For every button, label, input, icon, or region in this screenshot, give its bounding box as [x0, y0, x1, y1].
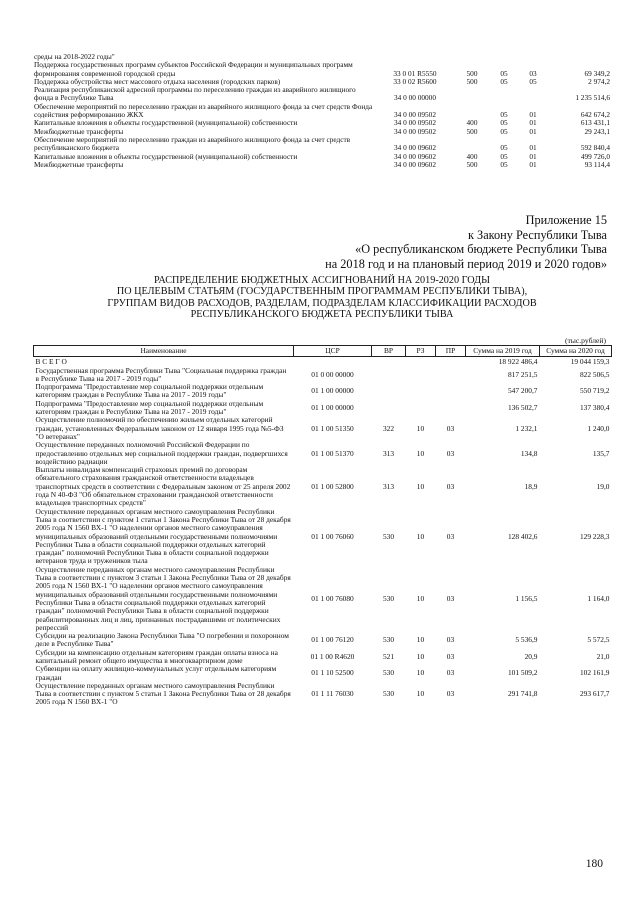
- row-sum-2020: 293 617,7: [579, 689, 610, 699]
- units-label: (тыс.рублей): [564, 336, 606, 345]
- row-sum: 642 674,2: [580, 110, 610, 120]
- table-row: [34, 367, 612, 384]
- row-sum-2020: 129 228,3: [579, 531, 610, 541]
- row-vr: 400: [466, 151, 478, 161]
- table-row: [33, 86, 611, 103]
- allocation-table: [33, 345, 611, 707]
- row-rz: [406, 367, 436, 384]
- document-title: [33, 275, 611, 321]
- row-vr: 530: [382, 689, 395, 699]
- row-pr: 03: [446, 635, 455, 645]
- row-pr: 03: [446, 668, 455, 678]
- table-row: [34, 665, 612, 682]
- row-pr: 03: [446, 593, 455, 603]
- row-pr: [436, 400, 466, 417]
- row-sum-2020: 822 506,5: [579, 369, 610, 379]
- table-row: [33, 136, 611, 153]
- row-rz: 10: [416, 448, 425, 458]
- row-sum-2020: 1 164,0: [587, 593, 610, 603]
- row-pr: 03: [446, 651, 455, 661]
- row-sum-2019: 136 502,7: [507, 402, 538, 412]
- row-sum-2020: 5 572,5: [587, 635, 610, 645]
- row-pr: 03: [446, 481, 455, 491]
- row-name: Выплаты инвалидам компенсаций страховых премий по договорам обязательного страхования гражданской ответственности владельцев транспортных средств в соответствии с Федеральным законом от 25 апреля 2002 года N 40-ФЗ "Об обязательном страховании гражданской ответственности владельцев транспортных средств": [35, 465, 291, 508]
- row-csr: 34 0 00 00000: [394, 93, 436, 103]
- table-row: [34, 566, 612, 632]
- table-row: [34, 441, 612, 466]
- row-vr: 400: [466, 118, 478, 128]
- row-csr: 01 1 10 52500: [311, 668, 354, 678]
- row-sum: 2 974,2: [588, 76, 610, 86]
- row-rz: [489, 86, 519, 103]
- row-csr: 34 0 00 09602: [394, 151, 436, 161]
- row-vr: 500: [466, 126, 478, 136]
- row-rz: [489, 53, 519, 61]
- row-rz: 05: [500, 159, 508, 169]
- row-vr: 313: [382, 481, 395, 491]
- row-vr: [372, 357, 406, 367]
- row-pr: 05: [529, 76, 537, 86]
- row-name: Субсидии на реализацию Закона Республики Тыва "О погребении и похоронном деле в Республике Тыва": [35, 631, 289, 649]
- row-rz: 05: [500, 151, 508, 161]
- table-row: [34, 682, 612, 707]
- row-name: Капитальные вложения в объекты государственной (муниципальной) собственности: [34, 118, 298, 128]
- row-sum-2020: 137 380,4: [579, 402, 610, 412]
- row-rz: 10: [416, 635, 425, 645]
- row-rz: [406, 400, 436, 417]
- row-csr: [294, 357, 372, 367]
- header-csr: ЦСР: [294, 346, 372, 357]
- row-name: Субвенции на оплату жилищно-коммунальных услуг отдельным категориям граждан: [35, 664, 277, 682]
- row-vr: [455, 136, 489, 153]
- row-rz: [406, 383, 436, 400]
- row-vr: 313: [382, 448, 395, 458]
- row-vr: 530: [382, 531, 395, 541]
- row-pr: 03: [446, 423, 455, 433]
- row-vr: [455, 53, 489, 61]
- row-sum-2019: 18 922 486,4: [498, 357, 538, 367]
- row-name: Обеспечение мероприятий по переселению граждан из аварийного жилищного фонда за счет средств Фонда содействия реформированию ЖКХ: [34, 101, 373, 120]
- row-rz: 10: [416, 651, 425, 661]
- page-number: 180: [585, 858, 603, 870]
- table-row: [34, 632, 612, 649]
- row-pr: 03: [446, 689, 455, 699]
- title-line-3: ГРУППАМ ВИДОВ РАСХОДОВ, РАЗДЕЛАМ, ПОДРАЗДЕЛАМ КЛАССИФИКАЦИИ РАСХОДОВ: [107, 297, 537, 309]
- row-pr: 01: [529, 118, 537, 128]
- row-sum-2020: 1 240,0: [587, 423, 610, 433]
- row-sum-2019: 5 536,9: [515, 635, 538, 645]
- row-csr: 01 1 00 52800: [311, 481, 354, 491]
- row-sum-2019: 101 509,2: [507, 668, 538, 678]
- header-name: Наименование: [34, 346, 294, 357]
- table-row: [33, 103, 611, 120]
- table-row: [33, 161, 611, 169]
- row-name: Осуществление переданных органам местного самоуправления Республики Тыва в соответствии с пунктом 1 статьи 1 Закона Республики Тыва от 28 декабря 2005 года N 1560 ВХ-1 "О наделении органов местного самоуправления муниципальных образований отдельными государственными полномочиями Республики Тыва в области социальной поддержки отдельных категорий граждан" полномочий Республики Тыва в области социальной поддержки ветеранов труда и тружеников тыла: [35, 506, 291, 566]
- row-name: Субсидии на компенсацию отдельным категориям граждан оплаты взноса на капитальный ремонт общего имущества в многоквартирном доме: [35, 647, 278, 665]
- row-name: Подпрограмма "Предоставление мер социальной поддержки отдельным категориям граждан в Республике Тыва на 2017 - 2019 годы": [35, 398, 264, 417]
- row-name: Государственная программа Республики Тыва "Социальная поддержка граждан в Республике Тыва на 2017 - 2019 годы": [35, 365, 287, 383]
- row-vr: 530: [382, 668, 395, 678]
- row-rz: 05: [500, 68, 508, 78]
- row-rz: 10: [416, 689, 425, 699]
- row-rz: 10: [416, 668, 425, 678]
- row-vr: [455, 103, 489, 120]
- row-rz: 05: [500, 76, 508, 86]
- continued-table: [33, 53, 611, 169]
- row-csr: 34 0 00 09602: [394, 143, 436, 153]
- appendix-law: к Закону Республики Тыва: [468, 227, 607, 242]
- row-sum: [547, 53, 611, 61]
- header-sum-2019: Сумма на 2019 год: [466, 346, 540, 357]
- row-csr: 01 1 00 76060: [311, 531, 354, 541]
- table-row: [34, 383, 612, 400]
- row-sum-2019: 128 402,6: [507, 531, 538, 541]
- table-row: [34, 466, 612, 507]
- row-csr: 01 1 00 51350: [311, 423, 354, 433]
- row-csr: 34 0 00 09502: [394, 126, 436, 136]
- row-sum-2020: 135,7: [592, 448, 610, 458]
- row-sum: 93 114,4: [584, 159, 610, 169]
- row-sum: 69 349,2: [584, 68, 610, 78]
- allocation-table-grid: [33, 345, 612, 707]
- row-csr: 33 0 01 R5550: [393, 68, 437, 78]
- header-pr: ПР: [436, 346, 466, 357]
- row-rz: 05: [500, 143, 508, 153]
- row-name: Поддержка обустройства мест массового отдыха населения (городских парков): [34, 76, 281, 86]
- row-vr: [372, 383, 406, 400]
- appendix-heading: [325, 213, 607, 271]
- row-rz: 10: [416, 423, 425, 433]
- row-name: Осуществление полномочий по обеспечению жильем отдельных категорий граждан, установленных Федеральным законом от 12 января 1995 года №5-ФЗ "О ветеранах": [35, 415, 284, 441]
- row-csr: 01 0 00 00000: [311, 369, 354, 379]
- row-sum-2020: 550 719,2: [579, 386, 610, 396]
- row-name: среды на 2018-2022 годы": [34, 52, 115, 61]
- row-pr: [436, 357, 466, 367]
- row-sum: 1 235 514,6: [575, 93, 610, 103]
- row-sum-2019: 1 156,5: [515, 593, 538, 603]
- row-name: Межбюджетные трансферты: [34, 159, 124, 169]
- appendix-law-title: «О республиканском бюджете Республики Тыва: [355, 242, 607, 257]
- row-csr: 34 0 00 09502: [394, 110, 436, 120]
- row-sum-2020: 19,0: [596, 481, 610, 491]
- row-csr: 01 1 00 00000: [311, 402, 354, 412]
- row-vr: 500: [466, 68, 478, 78]
- row-csr: 01 1 00 00000: [311, 386, 354, 396]
- row-vr: 500: [466, 76, 478, 86]
- row-rz: 05: [500, 118, 508, 128]
- row-sum: 592 840,4: [580, 143, 610, 153]
- row-rz: 10: [416, 593, 425, 603]
- row-sum-2020: 19 044 159,3: [570, 357, 610, 367]
- row-sum-2019: 134,8: [520, 448, 538, 458]
- row-vr: 530: [382, 635, 395, 645]
- row-csr: 01 1 11 76030: [311, 689, 354, 699]
- row-csr: [375, 53, 455, 61]
- row-name: Осуществление переданных органам местного самоуправления Республики Тыва в соответствии с пунктом 5 статьи 1 Закона Республики Тыва от 28 декабря 2005 года N 1560 ВХ-1 "О: [35, 680, 291, 707]
- row-name: В С Е Г О: [35, 357, 67, 367]
- row-rz: [406, 357, 436, 367]
- row-pr: 01: [529, 126, 537, 136]
- table-header-row: [34, 346, 612, 357]
- row-rz: 05: [500, 110, 508, 120]
- row-name: Осуществление переданных органам местного самоуправления Республики Тыва в соответствии с пунктом 3 статьи 1 Закона Республики Тыва от 28 декабря 2005 года N 1560 ВХ-1 "О наделении органов местного самоуправления муниципальных образований отдельными государственными полномочиями Республики Тыва в области социальной поддержки отдельных категорий граждан" полномочий Республики Тыва в области социальной поддержки реабилитированных лиц и лиц, признанных пострадавшими от политических репрессий: [35, 564, 291, 632]
- row-vr: [372, 367, 406, 384]
- row-csr: 01 1 00 76080: [311, 593, 354, 603]
- row-sum-2020: 21,0: [596, 651, 610, 661]
- row-name: Обеспечение мероприятий по переселению граждан из аварийного жилищного фонда за счет средств республиканского бюджета: [34, 134, 351, 153]
- row-pr: [519, 86, 547, 103]
- table-row: [33, 61, 611, 78]
- row-sum: 613 431,1: [580, 118, 610, 128]
- row-pr: 03: [446, 531, 455, 541]
- row-vr: 322: [382, 423, 395, 433]
- row-sum-2019: 1 232,1: [515, 423, 538, 433]
- row-vr: [455, 86, 489, 103]
- row-pr: 03: [446, 448, 455, 458]
- row-pr: 01: [529, 110, 537, 120]
- title-line-2: ПО ЦЕЛЕВЫМ СТАТЬЯМ (ГОСУДАРСТВЕННЫМ ПРОГРАММАМ РЕСПУБЛИКИ ТЫВА),: [116, 286, 528, 298]
- row-pr: 01: [529, 151, 537, 161]
- header-vr: ВР: [372, 346, 406, 357]
- row-csr: 34 0 00 09502: [394, 118, 436, 128]
- row-name: Реализация республиканской адресной программы по переселению граждан из аварийного жилищного фонда в Республике Тыва: [34, 85, 356, 103]
- row-pr: 01: [529, 143, 537, 153]
- row-name: Подпрограмма "Предоставление мер социальной поддержки отдельным категориям граждан в Республике Тыва на 2017 - 2019 годы": [35, 382, 264, 400]
- row-pr: [436, 383, 466, 400]
- row-sum: 29 243,1: [584, 126, 610, 136]
- table-row: [34, 649, 612, 666]
- row-sum-2019: 18,9: [524, 481, 538, 491]
- row-rz: 10: [416, 481, 425, 491]
- row-name: Поддержка государственных программ субъектов Российской Федерации и муниципальных программ формирования современной городской среды: [34, 60, 353, 78]
- row-vr: 530: [382, 593, 395, 603]
- row-sum-2019: 547 200,7: [507, 386, 538, 396]
- title-line-4: РЕСПУБЛИКАНСКОГО БЮДЖЕТА РЕСПУБЛИКИ ТЫВА: [190, 309, 454, 321]
- row-csr: 01 1 00 76120: [311, 635, 354, 645]
- row-sum: 499 726,0: [580, 151, 610, 161]
- row-pr: [436, 367, 466, 384]
- row-sum-2019: 291 741,8: [507, 689, 538, 699]
- row-pr: [519, 53, 547, 61]
- row-vr: [372, 400, 406, 417]
- row-sum-2019: 20,9: [524, 651, 538, 661]
- table-row: [34, 508, 612, 566]
- row-vr: 500: [466, 159, 478, 169]
- table-row: [34, 416, 612, 441]
- appendix-law-period: на 2018 год и на плановый период 2019 и 2020 годов»: [325, 256, 607, 271]
- row-csr: 33 0 02 R5600: [393, 76, 437, 86]
- header-sum-2020: Сумма на 2020 год: [540, 346, 612, 357]
- row-pr: 03: [529, 68, 537, 78]
- title-line-1: РАСПРЕДЕЛЕНИЕ БЮДЖЕТНЫХ АССИГНОВАНИЙ НА 2019-2020 ГОДЫ: [154, 275, 490, 286]
- row-rz: 05: [500, 126, 508, 136]
- row-csr: 34 0 00 09602: [394, 159, 436, 169]
- row-sum-2019: 817 251,5: [507, 369, 538, 379]
- row-csr: 01 1 00 51370: [311, 448, 354, 458]
- header-rz: РЗ: [406, 346, 436, 357]
- appendix-number: Приложение 15: [525, 213, 607, 227]
- row-name: Капитальные вложения в объекты государственной (муниципальной) собственности: [34, 151, 298, 161]
- row-csr: 01 1 00 R4620: [310, 651, 355, 661]
- row-name: Осуществление переданных полномочий Российской Федерации по предоставлению отдельных мер социальной поддержки граждан, подвергшихся воздействию радиации: [35, 440, 288, 466]
- table-row: [34, 400, 612, 417]
- row-pr: 01: [529, 159, 537, 169]
- row-vr: 521: [382, 651, 395, 661]
- row-name: Межбюджетные трансферты: [34, 126, 124, 136]
- continued-table-grid: [33, 53, 611, 169]
- row-sum-2020: 102 161,9: [579, 668, 610, 678]
- row-rz: 10: [416, 531, 425, 541]
